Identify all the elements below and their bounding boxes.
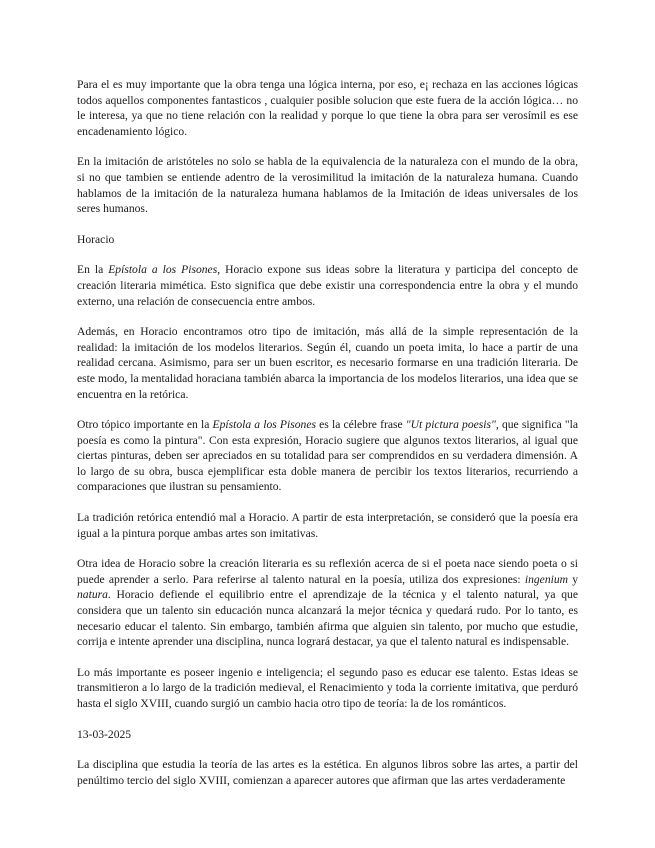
paragraph-epistola-mimetica: En la Epístola a los Pisones, Horacio expone sus ideas sobre la literatura y participa del concepto de creación literaria mimética. Esto significa que debe existir una correspondencia entre la obra y el mundo externo, una relación de consecuencia entre ambos. — [77, 263, 578, 308]
book-title: Epístola a los Pisones — [212, 418, 317, 432]
date-heading: 13-03-2025 — [77, 727, 132, 741]
latin-term: ingenium — [524, 572, 569, 586]
paragraph-ingenio-inteligencia: Lo más importante es poseer ingenio e inteligencia; el segundo paso es educar ese talento. Estas ideas se transmitieron a lo largo de la tradición medieval, el Renacimiento y toda la corriente imitativa, que perduró hasta el siglo XVIII, cuando surgió un cambio hacia otro tipo de teoría: la de los románticos. — [77, 665, 578, 710]
paragraph-estetica: La disciplina que estudia la teoría de las artes es la estética. En algunos libros sobre las artes, a partir del penúltimo tercio del siglo XVIII, comienzan a aparecer autores que afirman que las artes verdaderamente — [77, 758, 578, 787]
paragraph-modelos-literarios: Además, en Horacio encontramos otro tipo de imitación, más allá de la simple representación de la realidad: la imitación de los modelos literarios. Según él, cuando un poeta imita, lo hace a partir de una realidad cercana. Asimismo, para ser un buen escritor, es necesario formarse en una tradición literaria. De este modo, la mentalidad horaciana también abarca la importancia de los modelos literarios, una idea que se encuentra en la retórica. — [77, 325, 578, 401]
paragraph-tradicion-retorica: La tradición retórica entendió mal a Horacio. A partir de esta interpretación, se consideró que la poesía era igual a la pintura porque ambas artes son imitativas. — [77, 511, 578, 540]
paragraph-ingenium-natura: Otra idea de Horacio sobre la creación literaria es su reflexión acerca de si el poeta nace siendo poeta o si puede aprender a serlo. Para referirse al talento natural en la poesía, utiliza dos expresiones: ingenium y natura. Horacio defiende el equilibrio entre el aprendizaje de la técnica y el talento natural, ya que considera que un talento sin educación nunca alcanzará la mejor técnica y quedará rudo. Por lo tanto, es necesario educar el talento. Sin embargo, también afirma que alguien sin talento, por mucho que estudie, corrija e intente aprender una disciplina, nunca logrará destacar, ya que el talento natural es indispensable. — [77, 557, 579, 649]
paragraph-imitacion-aristoteles: En la imitación de aristóteles no solo se habla de la equivalencia de la naturaleza con el mundo de la obra, si no que tambien se entiende adentro de la verosimilitud la imitación de la naturaleza humana. Cuando hablamos de la imitación de la naturaleza humana hablamos de la Imitación de ideas universales de los seres humanos. — [77, 155, 578, 216]
paragraph-logica-interna: Para el es muy importante que la obra tenga una lógica interna, por eso, e¡ rechaza en las acciones lógicas todos aquellos componentes fantasticos , cualquier posible solucion que este fuera de la acción lógica… no le interesa, ya que no tiene relación con la realidad y porque lo que tiene la obra para ser verosímil es ese encadenamiento lógico. — [77, 78, 578, 138]
paragraph-ut-pictura-poesis: Otro tópico importante en la Epístola a los Pisones es la célebre frase "Ut pictura poesis", que significa "la poesía es como la pintura". Con esta expresión, Horacio sugiere que algunos textos literarios, al igual que ciertas pinturas, deben ser apreciados en su totalidad para ser comprendidos en su verdadera dimensión. A lo largo de su obra, busca ejemplificar esta doble manera de percibir los textos literarios, recurriendo a comparaciones que ilustran su pensamiento. — [77, 418, 578, 494]
latin-term: natura — [77, 588, 108, 602]
section-heading-horacio: Horacio — [77, 232, 115, 246]
latin-phrase: "Ut pictura poesis" — [405, 418, 496, 432]
book-title: Epístola a los Pisones — [108, 263, 218, 277]
